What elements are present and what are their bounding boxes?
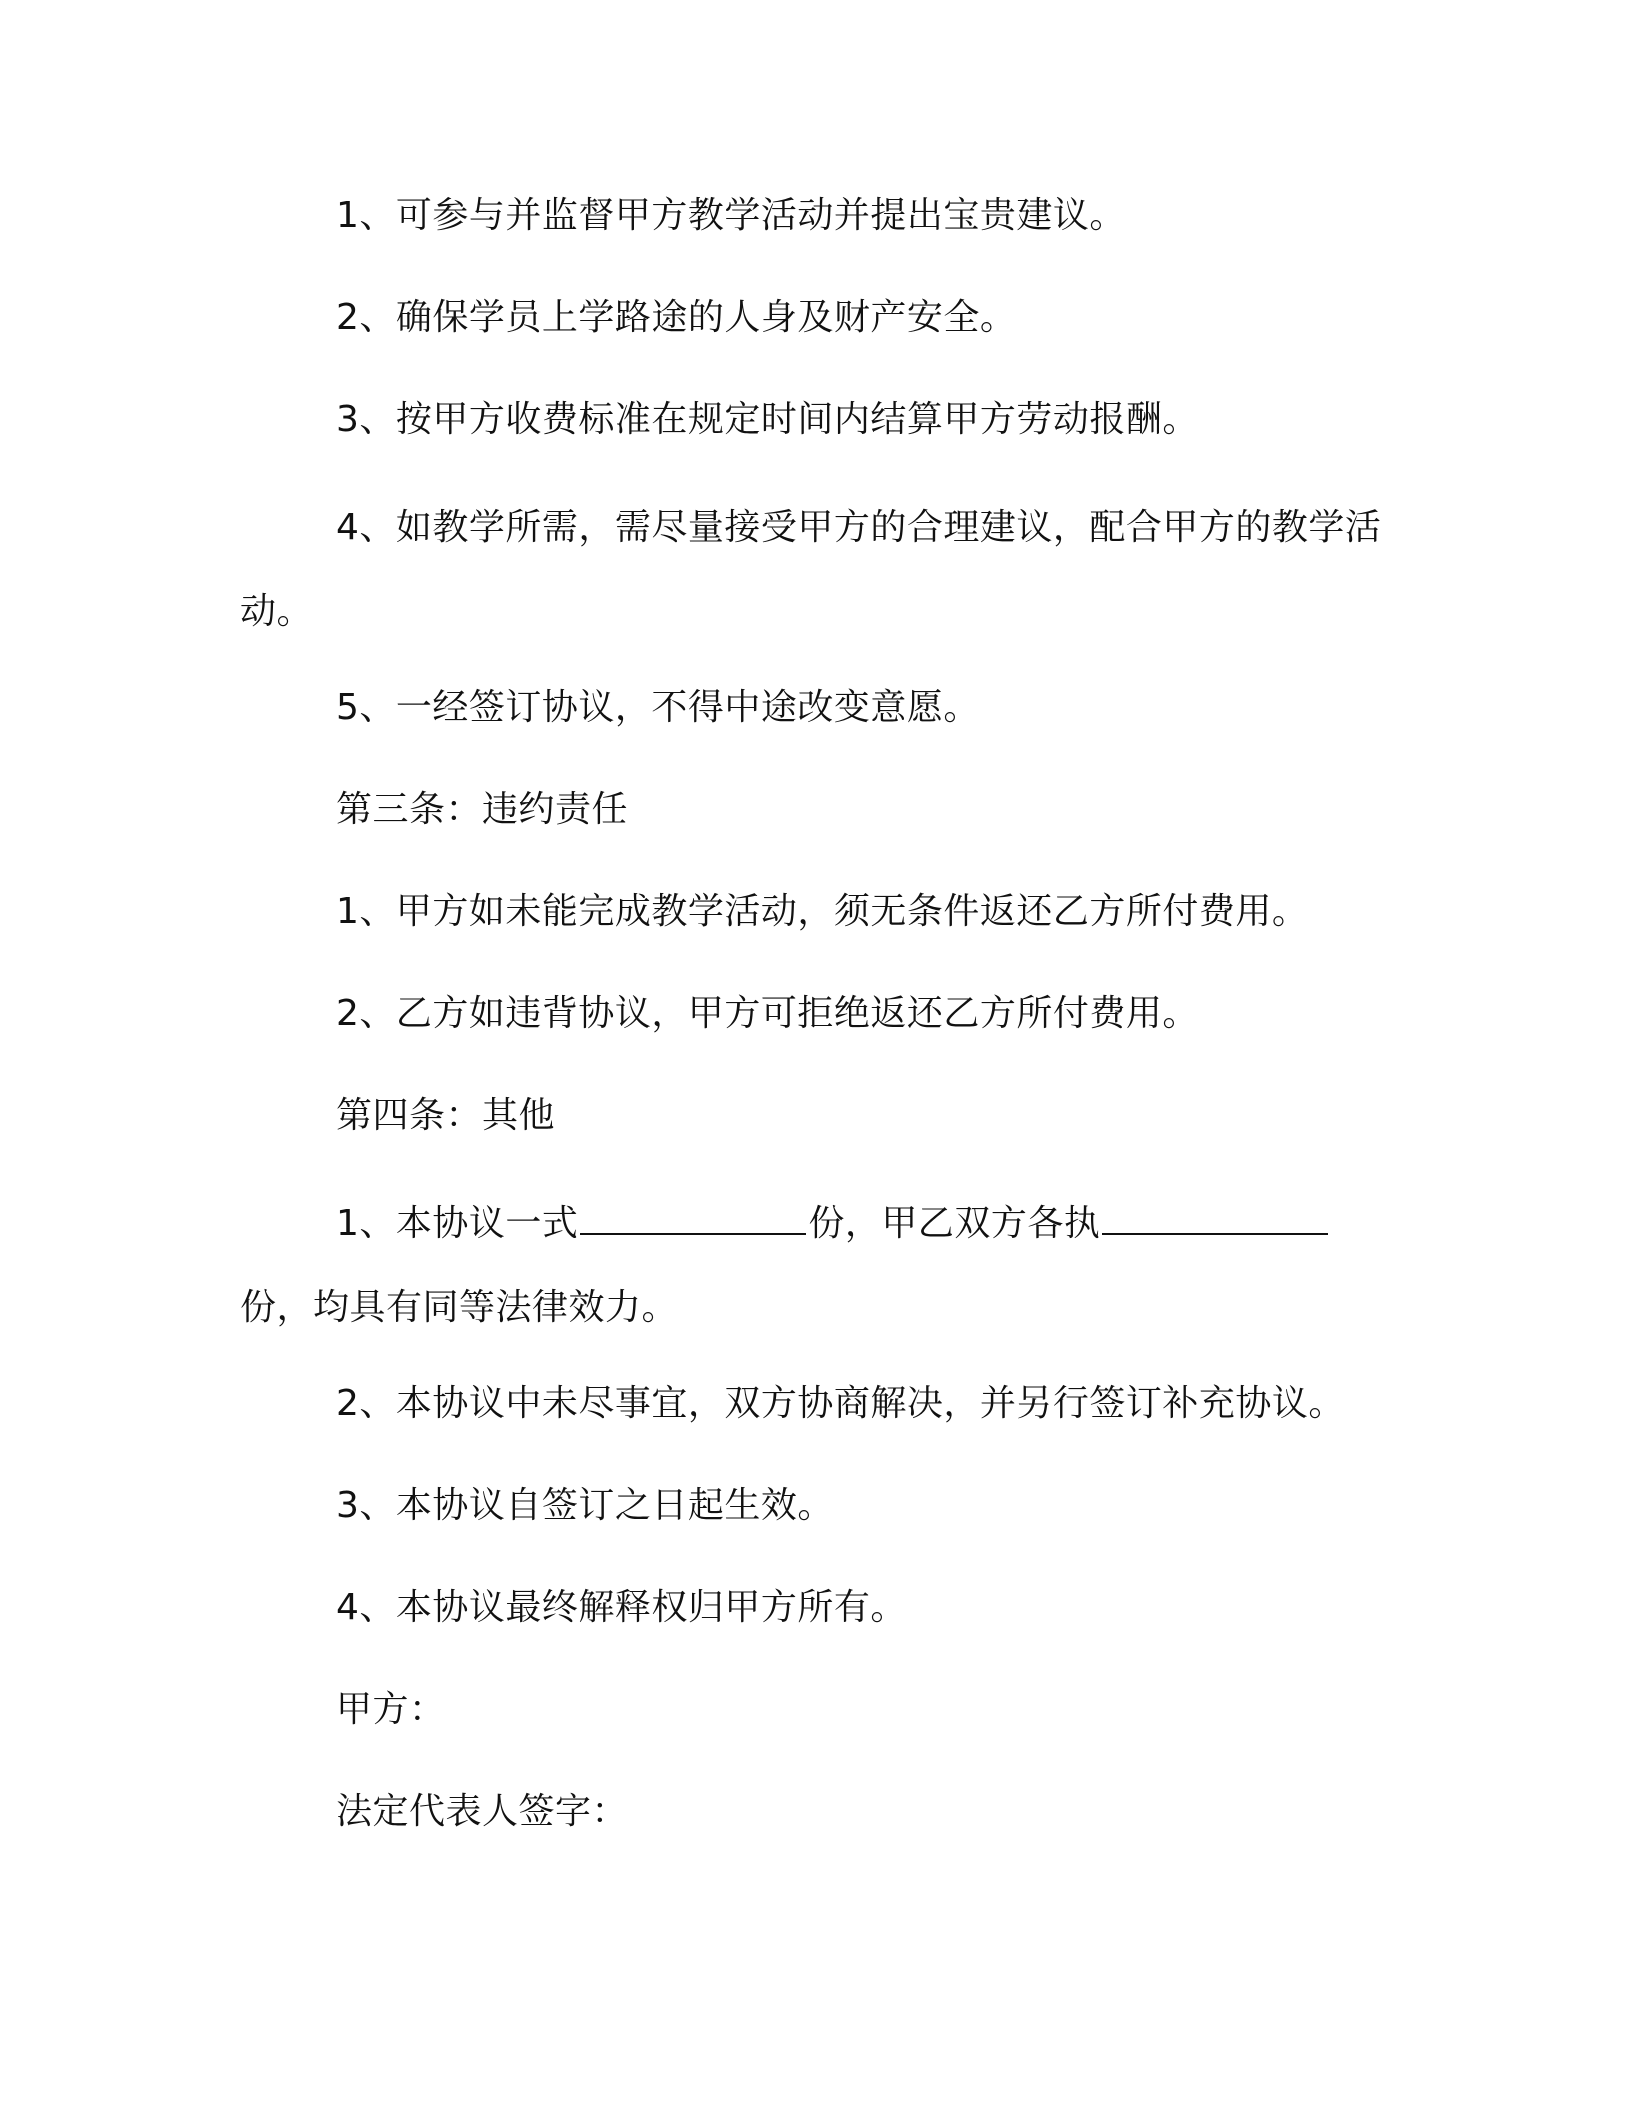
copies-each-blank [1102,1203,1328,1235]
breach-item-2: 2、乙方如违背协议，甲方可拒绝返还乙方所付费用。 [336,993,1199,1034]
breach-item-1: 1、甲方如未能完成教学活动，须无条件返还乙方所付费用。 [336,891,1309,932]
other-item-1-text-a: 1、本协议一式 [336,1203,579,1244]
article-4-heading: 第四条：其他 [336,1095,556,1136]
obligation-item-1: 1、可参与并监督甲方教学活动并提出宝贵建议。 [336,195,1126,236]
other-item-3: 3、本协议自签订之日起生效。 [336,1485,834,1526]
obligation-item-2: 2、确保学员上学路途的人身及财产安全。 [336,297,1017,338]
legal-representative-signature-label: 法定代表人签字： [336,1791,629,1832]
article-3-heading: 第三条：违约责任 [336,789,629,830]
obligation-item-4: 4、如教学所需，需尽量接受甲方的合理建议，配合甲方的教学活动。 [240,507,1382,632]
other-item-2: 2、本协议中未尽事宜，双方协商解决，并另行签订补充协议。 [336,1383,1345,1424]
copies-total-blank [580,1203,806,1235]
obligation-item-5: 5、一经签订协议，不得中途改变意愿。 [336,687,980,728]
other-item-1 [240,1182,1400,1350]
obligation-item-3: 3、按甲方收费标准在规定时间内结算甲方劳动报酬。 [336,399,1199,440]
party-a-label: 甲方： [336,1689,446,1730]
other-item-1-text-c: 份，均具有同等法律效力。 [240,1287,679,1328]
other-item-1-text-b: 份，甲乙双方各执 [808,1203,1101,1244]
other-item-4: 4、本协议最终解释权归甲方所有。 [336,1587,907,1628]
